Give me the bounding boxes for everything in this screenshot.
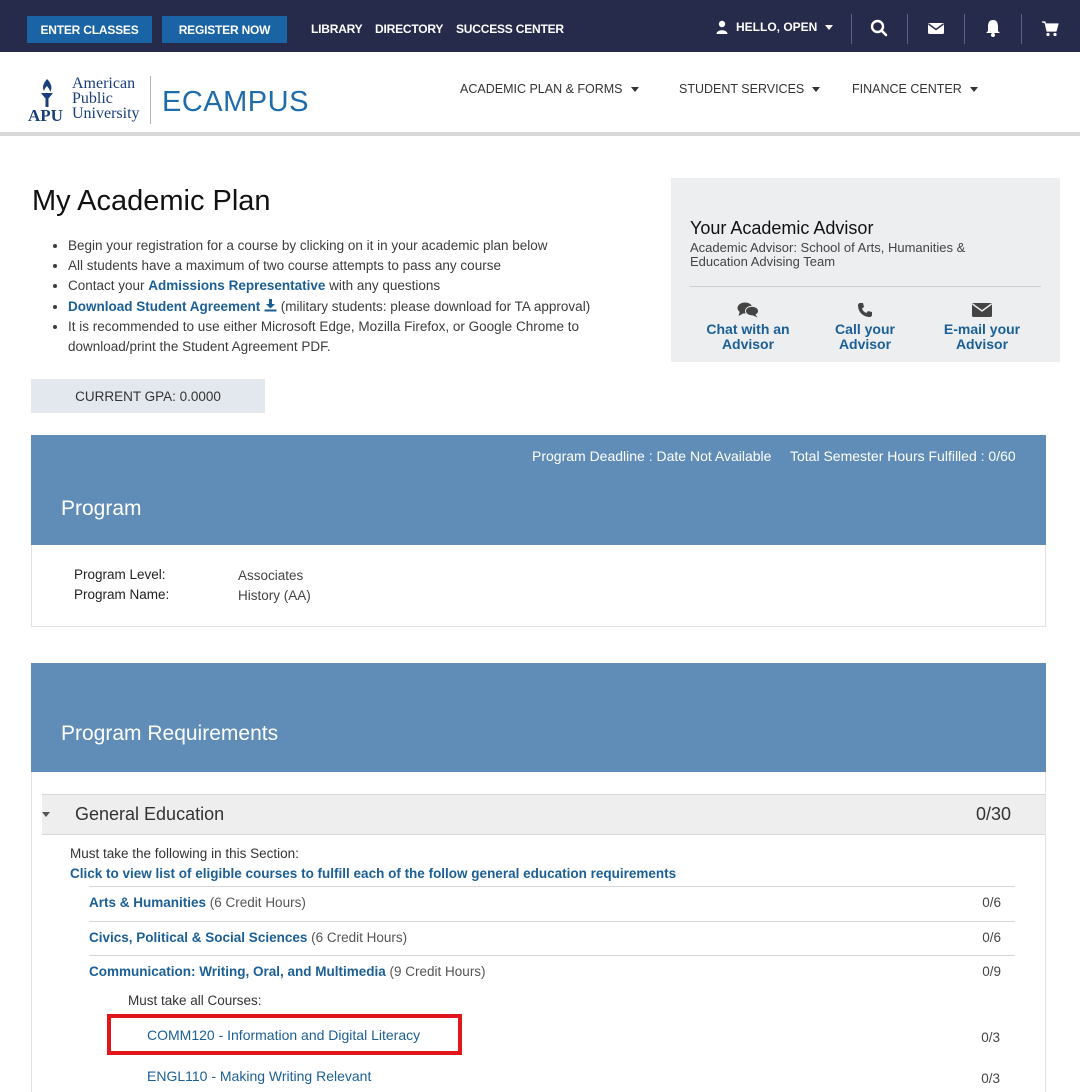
- enter-classes-button[interactable]: ENTER CLASSES: [27, 16, 152, 43]
- course-count: 0/3: [981, 1030, 1000, 1045]
- user-greeting: HELLO, OPEN: [736, 20, 818, 34]
- logo-line1: American: [72, 75, 136, 92]
- bell-icon[interactable]: [983, 18, 1003, 38]
- requirements-header: [31, 663, 1046, 772]
- advisor-subtitle: Academic Advisor: School of Arts, Humanities & Education Advising Team: [690, 240, 966, 269]
- directory-link[interactable]: DIRECTORY: [375, 22, 444, 36]
- download-link-label: Download Student Agreement: [68, 298, 261, 314]
- header-divider: [0, 132, 1080, 136]
- general-education-toggle[interactable]: [42, 794, 1045, 835]
- credit-hours: (6 Credit Hours): [209, 895, 306, 910]
- program-level-value: Associates: [238, 568, 304, 583]
- logo-university-name: [72, 76, 140, 121]
- logo-line2: Public: [72, 90, 113, 107]
- download-student-agreement-link[interactable]: [68, 299, 277, 314]
- arts-humanities-link[interactable]: Arts & Humanities: [89, 895, 207, 910]
- top-bar: [0, 0, 1080, 52]
- program-name-label: Program Name:: [74, 587, 170, 602]
- search-icon[interactable]: [869, 18, 889, 38]
- divider: [1021, 14, 1022, 44]
- chevron-down-icon: [812, 87, 820, 92]
- download-icon: [264, 299, 277, 312]
- logo-divider: [150, 76, 151, 124]
- program-name-value: History (AA): [238, 588, 311, 603]
- eligible-courses-link[interactable]: Click to view list of eligible courses to fulfill each of the follow general education requirements: [70, 866, 677, 881]
- list-item: • All students have a maximum of two course attempts to pass any course: [68, 256, 658, 276]
- program-header: [31, 435, 1046, 545]
- call-advisor-line2: Advisor: [838, 336, 892, 352]
- nav-finance-center[interactable]: [852, 82, 978, 96]
- requirement-count: 0/6: [982, 895, 1001, 910]
- register-now-button[interactable]: REGISTER NOW: [162, 16, 287, 43]
- library-link[interactable]: LIBRARY: [311, 22, 363, 36]
- logo-ecampus: ECAMPUS: [162, 86, 309, 118]
- communication-link[interactable]: Communication: Writing, Oral, and Multimedia: [89, 964, 386, 979]
- chat-advisor-button[interactable]: [693, 302, 803, 352]
- requirement-count: 0/9: [982, 964, 1001, 979]
- list-item: [68, 276, 658, 296]
- credit-hours: (6 Credit Hours): [311, 930, 408, 945]
- semester-hours-fulfilled: Total Semester Hours Fulfilled : 0/60: [790, 448, 1016, 464]
- nav-academic-plan-forms[interactable]: [460, 82, 639, 96]
- advisor-card: [671, 178, 1060, 362]
- contact-text: Contact your: [68, 278, 149, 294]
- nav-label: FINANCE CENTER: [852, 82, 962, 96]
- advisor-divider: [690, 286, 1041, 287]
- email-advisor-button[interactable]: [927, 302, 1037, 352]
- nav-student-services[interactable]: [679, 82, 820, 96]
- program-deadline: Program Deadline : Date Not Available: [532, 448, 772, 464]
- program-level-label: Program Level:: [74, 567, 166, 582]
- divider: [907, 14, 908, 44]
- general-education-label: General Education: [75, 804, 225, 824]
- course-engl110-link[interactable]: ENGL110 - Making Writing Relevant: [147, 1068, 372, 1084]
- requirements-title: Program Requirements: [61, 722, 279, 745]
- phone-icon: [857, 302, 873, 318]
- email-advisor-line1: E-mail your: [943, 321, 1021, 337]
- chat-advisor-line1: Chat with an: [706, 321, 790, 337]
- chevron-down-icon: [825, 25, 833, 30]
- envelope-icon: [971, 302, 993, 318]
- page-title: My Academic Plan: [32, 185, 271, 217]
- list-item: • It is recommended to use either Microsoft Edge, Mozilla Firefox, or Google Chrome to download/print the Student Agreement PDF.: [68, 317, 658, 357]
- civics-political-social-link[interactable]: Civics, Political & Social Sciences: [89, 930, 308, 945]
- instructions-list: [50, 236, 658, 357]
- torch-icon: [36, 78, 58, 108]
- divider: [964, 14, 965, 44]
- credit-hours: (9 Credit Hours): [389, 964, 486, 979]
- nav-label: STUDENT SERVICES: [679, 82, 805, 96]
- military-note: (military students: please download for TA approval): [277, 298, 591, 314]
- chat-advisor-line2: Advisor: [721, 336, 775, 352]
- list-item: [68, 297, 658, 317]
- caret-down-icon: [42, 812, 50, 817]
- logo-line3: University: [72, 105, 140, 122]
- mail-icon[interactable]: [926, 18, 946, 38]
- email-advisor-line2: Advisor: [955, 336, 1009, 352]
- call-advisor-line1: Call your: [835, 321, 895, 337]
- requirement-row-arts: [89, 886, 1015, 921]
- apu-logo[interactable]: [26, 75, 309, 126]
- list-item: • Begin your registration for a course by clicking on it in your academic plan below: [68, 236, 658, 256]
- course-comm120-link[interactable]: COMM120 - Information and Digital Literacy: [147, 1027, 421, 1043]
- advisor-title: Your Academic Advisor: [690, 218, 874, 238]
- admissions-representative-link[interactable]: Admissions Representative: [148, 278, 326, 294]
- requirement-row-communication: [89, 955, 1015, 990]
- user-menu[interactable]: [716, 20, 833, 34]
- divider: [851, 14, 852, 44]
- chevron-down-icon: [631, 87, 639, 92]
- program-title: Program: [61, 497, 142, 520]
- contact-text-end: with any questions: [325, 278, 441, 294]
- logo-apu-text: APU: [28, 106, 63, 125]
- call-advisor-button[interactable]: [810, 302, 920, 352]
- general-education-count: 0/30: [975, 804, 1011, 824]
- chevron-down-icon: [970, 87, 978, 92]
- requirement-row-civics: [89, 921, 1015, 956]
- gpa-badge: [31, 379, 265, 413]
- chat-icon: [737, 302, 759, 318]
- nav-label: ACADEMIC PLAN & FORMS: [460, 82, 623, 96]
- gpa-value: CURRENT GPA: 0.0000: [75, 388, 221, 404]
- success-center-link[interactable]: SUCCESS CENTER: [456, 22, 564, 36]
- program-details: [31, 545, 1046, 627]
- must-take-section-text: Must take the following in this Section:: [70, 846, 299, 861]
- course-count: 0/3: [981, 1071, 1000, 1086]
- user-icon: [716, 20, 728, 34]
- requirement-count: 0/6: [982, 930, 1001, 945]
- cart-icon[interactable]: [1040, 18, 1060, 38]
- must-take-all-text: Must take all Courses:: [128, 993, 262, 1008]
